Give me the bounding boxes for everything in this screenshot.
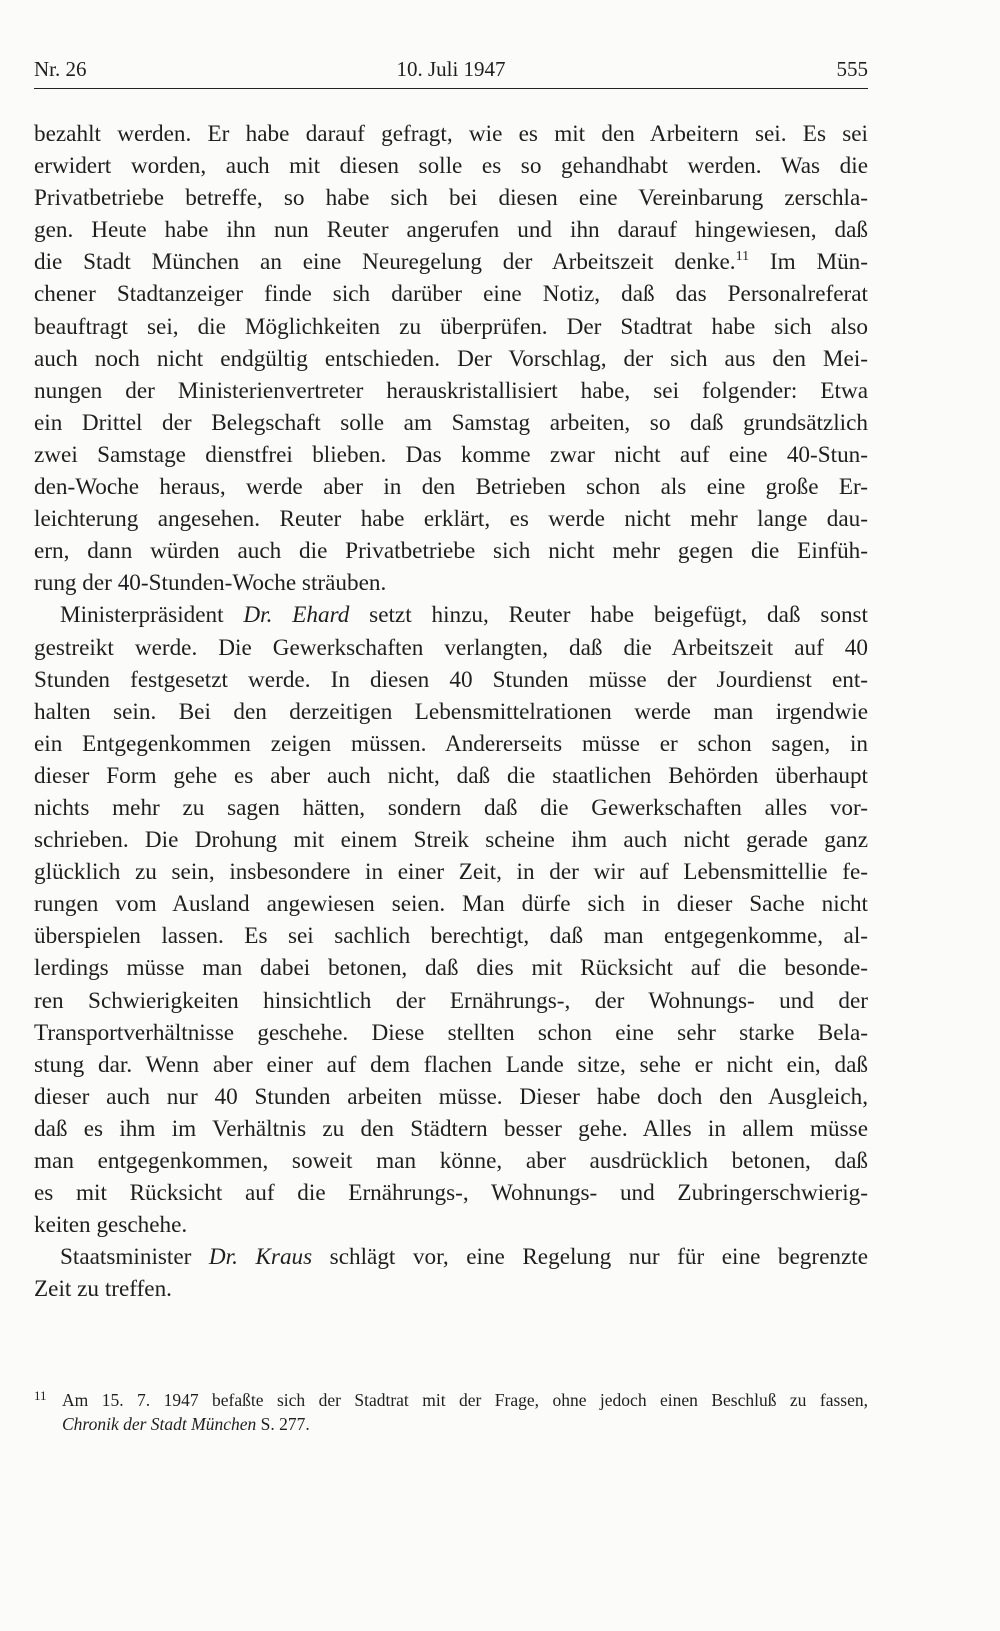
speaker-prefix: Ministerpräsident: [60, 602, 244, 629]
text-line: leichterung angesehen. Reuter habe erklärt, es werde nicht mehr lange dau-: [34, 506, 868, 533]
text-line: stung dar. Wenn aber einer auf dem flachen Lande sitze, sehe er nicht ein, daß: [34, 1051, 868, 1078]
text-line: nichts mehr zu sagen hätten, sondern daß die Gewerkschaften alles vor-: [34, 794, 868, 821]
text-line: ein Drittel der Belegschaft solle am Samstag arbeiten, so daß grundsätzlich: [34, 409, 868, 436]
speaker-name: Ehard: [292, 602, 350, 629]
text-line: ren Schwierigkeiten hinsichtlich der Ernährungs-, der Wohnungs- und der: [34, 987, 868, 1014]
text-line: dieser auch nur 40 Stunden arbeiten müsse. Dieser habe doch den Ausgleich,: [34, 1083, 868, 1110]
footnote-line: [62, 1412, 868, 1436]
text-line: Privatbetriebe betreffe, so habe sich bei diesen eine Vereinbarung zerschla-: [34, 185, 868, 212]
text-line: beauftragt sei, die Möglichkeiten zu überprüfen. Der Stadtrat habe sich also: [34, 313, 868, 340]
text-segment: schlägt vor, eine Regelung nur für eine begrenzte: [312, 1244, 869, 1271]
text-line: man entgegenkommen, soweit man könne, aber ausdrücklich betonen, daß: [34, 1148, 868, 1174]
text-line: [34, 1241, 868, 1273]
text-line: ein Entgegenkommen zeigen müssen. Andererseits müsse er schon sagen, in: [34, 730, 868, 757]
speaker-title: Dr.: [243, 602, 273, 629]
speaker-title: Dr.: [208, 1244, 238, 1271]
body-text: [34, 118, 868, 1305]
footnote-number: 11: [34, 1388, 47, 1403]
header-rule: [34, 88, 868, 89]
footnote-source-rest: S. 277.: [256, 1414, 310, 1434]
text-line: [34, 246, 868, 278]
footnote-reference: 11: [735, 249, 750, 265]
text-line: zwei Samstage dienstfrei blieben. Das komme zwar nicht auf eine 40-Stun-: [34, 441, 868, 468]
text-line: erwidert worden, auch mit diesen solle es so gehandhabt werden. Was die: [34, 153, 868, 180]
text-line: auch noch nicht endgültig entschieden. Der Vorschlag, der sich aus den Mei-: [34, 345, 868, 372]
text-line: Transportverhältnisse geschehe. Diese stellten schon eine sehr starke Bela-: [34, 1019, 868, 1046]
text-segment: die Stadt München an eine Neuregelung der Arbeitszeit denke.: [34, 249, 736, 276]
text-line: dieser Form gehe es aber auch nicht, daß die staatlichen Behörden überhaupt: [34, 762, 868, 789]
text-line: Stunden festgesetzt werde. In diesen 40 Stunden müsse der Jourdienst ent-: [34, 666, 868, 693]
text-line: es mit Rücksicht auf die Ernährungs-, Wohnungs- und Zubringerschwierig-: [34, 1180, 868, 1207]
text-line: schrieben. Die Drohung mit einem Streik scheine ihm auch nicht gerade ganz: [34, 827, 868, 854]
text-line: lerdings müsse man dabei betonen, daß dies mit Rücksicht auf die besonde-: [34, 955, 868, 982]
paragraph-3: [34, 1241, 868, 1305]
footnote-line: Am 15. 7. 1947 befaßte sich der Stadtrat mit der Frage, ohne jedoch einen Beschluß zu fassen,: [62, 1390, 868, 1410]
issue-number: Nr. 26: [34, 57, 87, 81]
text-line: [34, 599, 868, 631]
text-line: daß es ihm im Verhältnis zu den Städtern besser gehe. Alles in allem müsse: [34, 1115, 868, 1142]
header-date: 10. Juli 1947: [396, 57, 506, 81]
text-line: glücklich zu sein, insbesondere in einer Zeit, in der wir auf Lebensmittellie fe-: [34, 859, 868, 886]
text-segment: Im Mün-: [749, 249, 868, 276]
text-line: gestreikt werde. Die Gewerkschaften verlangten, daß die Arbeitszeit auf 40: [34, 634, 868, 661]
running-head: [34, 54, 868, 84]
text-line: den-Woche heraus, werde aber in den Betrieben schon als eine große Er-: [34, 474, 868, 501]
text-line: chener Stadtanzeiger finde sich darüber eine Notiz, daß das Personalreferat: [34, 281, 868, 308]
footnote-source-title: Chronik der Stadt München: [62, 1414, 257, 1434]
page-number: 555: [836, 57, 868, 81]
text-line: keiten geschehe.: [34, 1212, 188, 1239]
text-segment: setzt hinzu, Reuter habe beigefügt, daß sonst: [349, 602, 869, 629]
footnote-body: [62, 1388, 868, 1436]
text-line: rungen vom Ausland angewiesen seien. Man dürfe sich in dieser Sache nicht: [34, 891, 868, 918]
text-line: nungen der Ministerienvertreter herauskristallisiert habe, sei folgender: Etwa: [34, 377, 868, 404]
text-line: bezahlt werden. Er habe darauf gefragt, wie es mit den Arbeitern sei. Es sei: [34, 121, 868, 147]
speaker-prefix: Staatsminister: [60, 1244, 209, 1271]
text-line: überspielen lassen. Es sei sachlich berechtigt, daß man entgegenkomme, al-: [34, 923, 868, 950]
speaker-name: Kraus: [255, 1244, 313, 1271]
text-line: Zeit zu treffen.: [34, 1276, 172, 1303]
footnote: [34, 1388, 868, 1436]
text-line: rung der 40-Stunden-Woche sträuben.: [34, 570, 387, 597]
text-line: gen. Heute habe ihn nun Reuter angerufen und ihn darauf hingewiesen, daß: [34, 217, 868, 244]
paragraph-2: [34, 599, 868, 1241]
text-line: ern, dann würden auch die Privatbetriebe sich nicht mehr gegen die Einfüh-: [34, 538, 868, 565]
text-line: halten sein. Bei den derzeitigen Lebensmittelrationen werde man irgendwie: [34, 698, 868, 725]
paragraph-1: [34, 118, 868, 599]
